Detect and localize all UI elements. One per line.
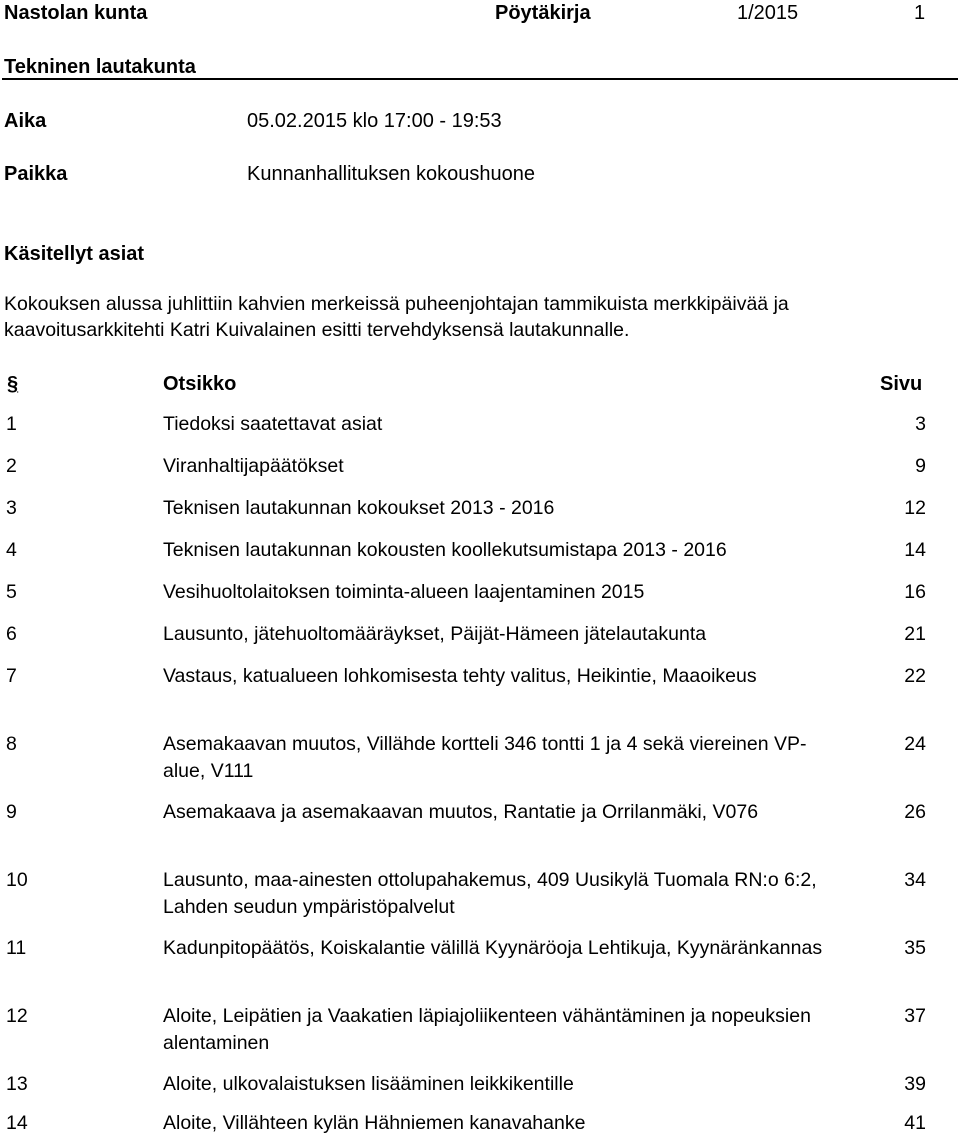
header-divider [2, 78, 958, 80]
toc-row-page: 39 [904, 1073, 926, 1095]
toc-row-number: 14 [6, 1112, 28, 1134]
toc-column-title: Otsikko [163, 373, 237, 395]
toc-row-page: 34 [904, 869, 926, 891]
intro-line-1: Kokouksen alussa juhlittiin kahvien merkeissä puheenjohtajan tammikuista merkkipäivää ja [4, 293, 789, 315]
toc-row-number: 5 [6, 581, 17, 603]
toc-row-title: Viranhaltijapäätökset [163, 455, 344, 477]
toc-column-page: Sivu [880, 373, 923, 395]
toc-row-title: Asemakaava ja asemakaavan muutos, Rantatie ja Orrilanmäki, V076 [163, 801, 759, 823]
toc-row-number: 6 [6, 623, 17, 645]
toc-row-number: 4 [6, 539, 17, 561]
toc-row-title: Aloite, Villähteen kylän Hähniemen kanavahanke [163, 1112, 586, 1134]
toc-row-page: 41 [904, 1112, 926, 1134]
place-label: Paikka [4, 163, 68, 185]
section-title: Käsitellyt asiat [4, 243, 145, 265]
document-number: 1/2015 [737, 2, 799, 24]
toc-row-title: Lausunto, maa-ainesten ottolupahakemus, 409 Uusikylä Tuomala RN:o 6:2, Lahden seudun ympäristöpalvelut [163, 869, 817, 918]
toc-row-title: Kadunpitopäätös, Koiskalantie välillä Kyynäröoja Lehtikuja, Kyynäränkannas [163, 937, 823, 959]
toc-row-page: 22 [904, 665, 926, 687]
document-type: Pöytäkirja [495, 2, 591, 24]
toc-row-number: 9 [6, 801, 17, 823]
toc-row-page: 26 [904, 801, 926, 823]
toc-row-page: 12 [904, 497, 926, 519]
toc-row-number: 12 [6, 1005, 28, 1027]
toc-row-number: 8 [6, 733, 17, 755]
toc-row-title: Teknisen lautakunnan kokousten koollekutsumistapa 2013 - 2016 [163, 539, 727, 561]
toc-row-number: 13 [6, 1073, 28, 1095]
toc-row-page: 21 [904, 623, 926, 645]
toc-row-page: 16 [904, 581, 926, 603]
toc-row-title: Teknisen lautakunnan kokoukset 2013 - 2016 [163, 497, 555, 519]
intro-line-2: kaavoitusarkkitehti Katri Kuivalainen esitti tervehdyksensä lautakunnalle. [4, 319, 630, 341]
time-value: 05.02.2015 klo 17:00 - 19:53 [247, 110, 502, 132]
toc-row-title: Tiedoksi saatettavat asiat [163, 413, 383, 435]
page-number: 1 [914, 2, 926, 24]
toc-row-page: 14 [904, 539, 926, 561]
toc-row-number: 11 [6, 937, 27, 959]
toc-row-title: Vesihuoltolaitoksen toiminta-alueen laajentaminen 2015 [163, 581, 645, 603]
toc-row-number: 2 [6, 455, 17, 477]
toc-row-page: 24 [904, 733, 926, 755]
toc-row-number: 7 [6, 665, 17, 687]
toc-row-page: 37 [904, 1005, 926, 1027]
toc-row-number: 1 [6, 413, 17, 435]
toc-row-title: Asemakaavan muutos, Villähde kortteli 346 tontti 1 ja 4 sekä viereinen VP-alue, V111 [163, 733, 807, 782]
toc-row-number: 3 [6, 497, 17, 519]
toc-row-page: 3 [915, 413, 926, 435]
toc-row-title: Vastaus, katualueen lohkomisesta tehty valitus, Heikintie, Maaoikeus [163, 665, 757, 687]
section-symbol: § [7, 373, 19, 395]
toc-row-page: 9 [915, 455, 926, 477]
toc-row-title: Aloite, ulkovalaistuksen lisääminen leikkikentille [163, 1073, 574, 1095]
place-value: Kunnanhallituksen kokoushuone [247, 163, 535, 185]
toc-row-page: 35 [904, 937, 926, 959]
toc-row-title: Lausunto, jätehuoltomääräykset, Päijät-Hämeen jätelautakunta [163, 623, 707, 645]
time-label: Aika [4, 110, 47, 132]
toc-row-title: Aloite, Leipätien ja Vaakatien läpiajoliikenteen vähäntäminen ja nopeuksien alentaminen [163, 1005, 811, 1054]
municipality-name: Nastolan kunta [4, 2, 148, 24]
committee-name: Tekninen lautakunta [4, 56, 196, 78]
toc-row-number: 10 [6, 869, 28, 891]
